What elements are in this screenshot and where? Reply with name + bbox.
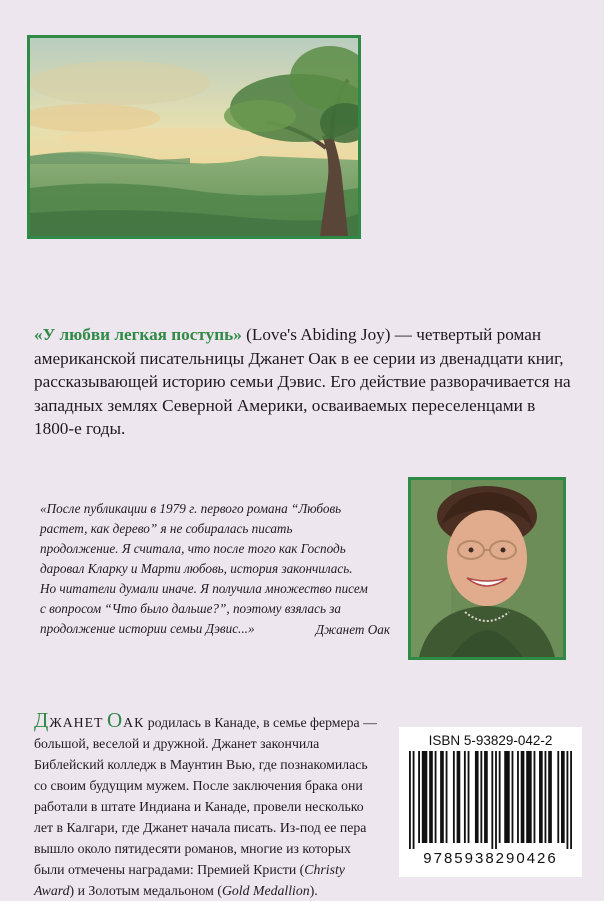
barcode-bar bbox=[567, 751, 569, 849]
barcode-bar bbox=[561, 751, 565, 843]
barcode-bar bbox=[548, 751, 552, 843]
barcode-bar bbox=[453, 751, 455, 843]
ean-number: 9785938290426 bbox=[423, 850, 558, 867]
isbn-number: ISBN 5-93829-042-2 bbox=[428, 733, 553, 748]
barcode-bar bbox=[440, 751, 444, 843]
award-gold-medallion: Gold Medallion bbox=[221, 883, 310, 898]
bio-text-b: ) и Золотым медальоном ( bbox=[69, 883, 222, 898]
barcode-bar bbox=[545, 751, 547, 843]
author-surname-initial: О bbox=[106, 708, 124, 732]
author-biography bbox=[34, 710, 379, 901]
quote-attribution: Джанет Оак bbox=[315, 622, 390, 637]
barcode-bar bbox=[418, 751, 420, 843]
barcode-bar bbox=[429, 751, 433, 843]
barcode-bar bbox=[499, 751, 501, 843]
portrait-image bbox=[411, 480, 563, 657]
isbn-barcode bbox=[399, 727, 582, 877]
barcode-bar bbox=[521, 751, 525, 843]
author-photo bbox=[408, 477, 566, 660]
barcode-bar bbox=[457, 751, 461, 843]
barcode-bar bbox=[570, 751, 572, 849]
barcode-bar bbox=[464, 751, 466, 843]
author-name-rest: ЖАНЕТ bbox=[49, 715, 104, 730]
barcode-bar bbox=[557, 751, 559, 843]
cover-painting bbox=[27, 35, 361, 239]
barcode-bar bbox=[446, 751, 448, 843]
barcode-bar bbox=[468, 751, 470, 843]
barcode-bar bbox=[480, 751, 482, 843]
book-description bbox=[34, 323, 574, 441]
book-title: «У любви легкая поступь» bbox=[34, 325, 242, 344]
barcode-bar bbox=[422, 751, 427, 843]
author-name-initial: Д bbox=[34, 708, 50, 732]
award-christy: Christy Award bbox=[34, 862, 345, 898]
barcode-bar bbox=[504, 751, 509, 843]
barcode-bar bbox=[484, 751, 488, 843]
barcode-bar bbox=[475, 751, 479, 843]
barcode-bar bbox=[517, 751, 519, 843]
barcode-bar bbox=[512, 751, 514, 843]
barcode-bar bbox=[435, 751, 437, 843]
bio-text-a: родилась в Канаде, в семье фермера — большой, веселой и дружной. Джанет закончила Библейский колледж в Маунтин Вью, где познакомилась со своим будущим мужем. После заключения брака они работали в штате Индиана и Канаде, провели несколько лет в Калгари, где Джанет начала писать. Из-под ее пера вышло около пятидесяти романов, многие из которых были отмечены наградами: Премией Кристи ( bbox=[34, 715, 377, 877]
barcode-bar bbox=[539, 751, 543, 843]
author-surname-rest: АК bbox=[123, 715, 145, 730]
barcode-bar bbox=[526, 751, 531, 843]
author-quote: «После публикации в 1979 г. первого романа “Любовь растет, как дерево” я не собиралась писать продолжение. Я считала, что после того как Господь даровал Кларку и Марти любовь, история закончилась. Но читатели думали иначе. Я получила множество писем с вопросом “Что было дальше?”, поэтому взялась за продолжение истории семьи Дэвис...» bbox=[40, 501, 368, 636]
bio-text-c: ). bbox=[309, 883, 318, 898]
landscape-illustration bbox=[30, 38, 358, 236]
barcode-bar bbox=[409, 751, 411, 849]
barcode-bar bbox=[413, 751, 415, 849]
barcode-bar bbox=[495, 751, 497, 849]
barcode-bars bbox=[409, 751, 572, 849]
barcode-bar bbox=[491, 751, 493, 849]
barcode-bar bbox=[534, 751, 536, 843]
description-text: (Love's Abiding Joy) — четвертый роман американской писательницы Джанет Оак в ее серии из двенадцати книг, рассказывающей историю семьи Дэвис. Его действие разворачивается на западных землях Северной Америки, осваиваемых переселенцами в 1800-е годы. bbox=[34, 325, 571, 439]
